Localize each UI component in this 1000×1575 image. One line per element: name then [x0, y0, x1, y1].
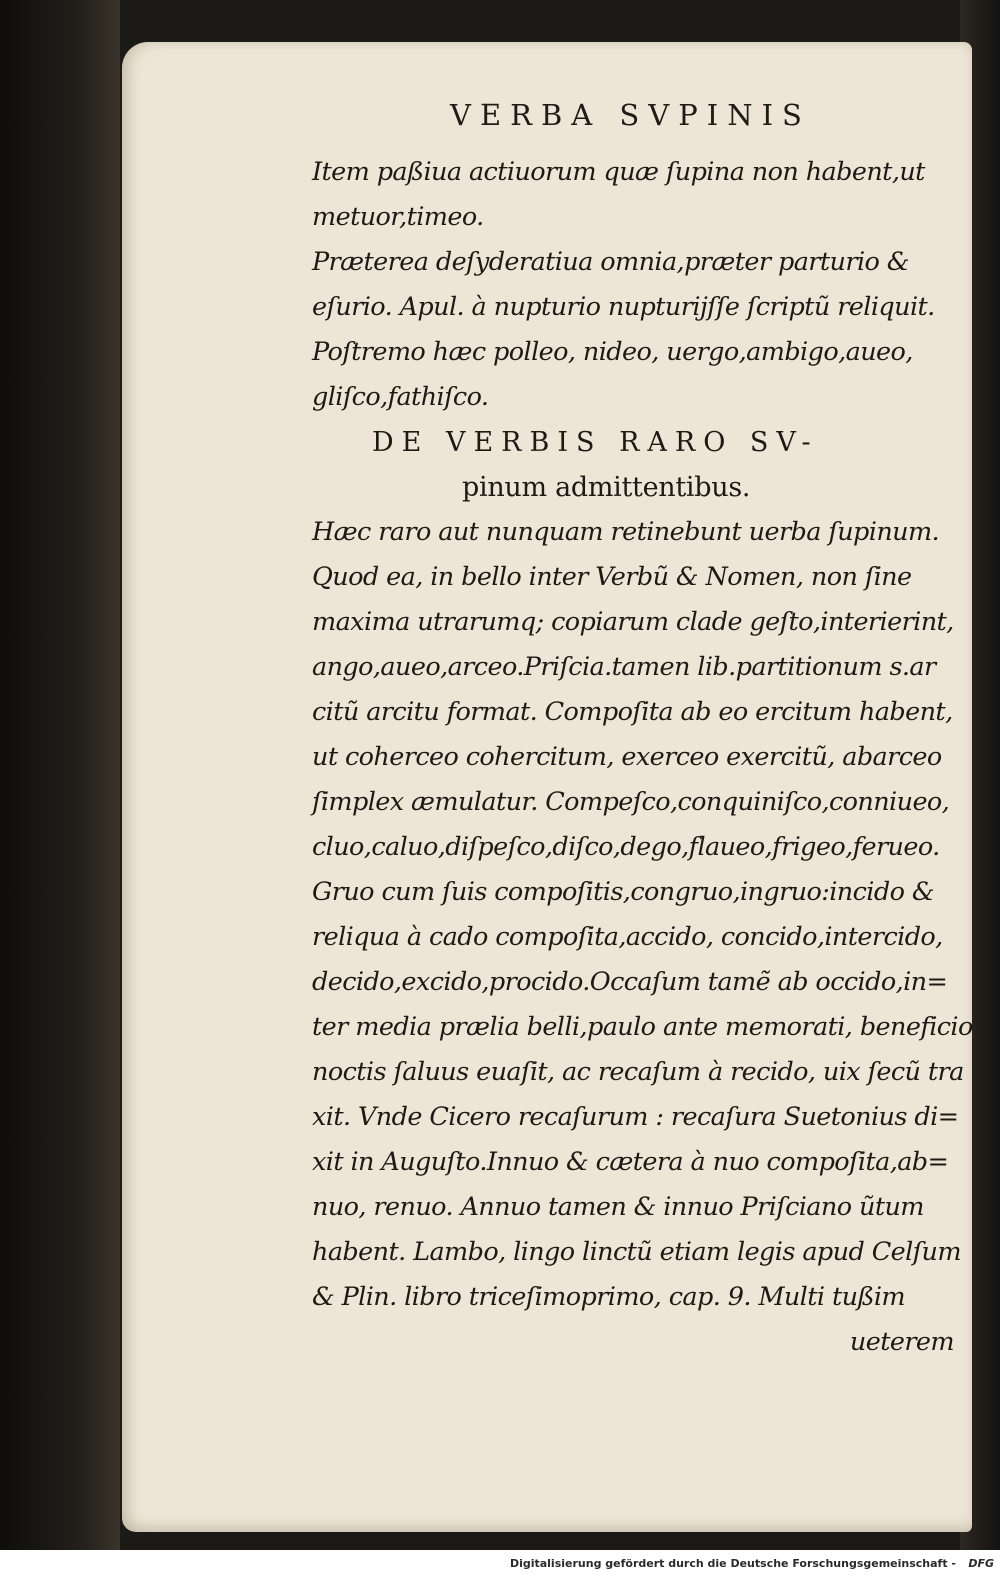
text-line: Præterea deſyderatiua omnia,præter parturio &: [312, 247, 909, 277]
section-heading: DE VERBIS RARO SV-: [372, 427, 819, 458]
text-line: eſurio. Apul. à nupturio nupturijſſe ſcriptũ reliquit.: [312, 292, 935, 322]
text-line: & Plin. libro triceſimoprimo, cap. 9. Multi tußim: [312, 1282, 905, 1312]
text-line: ſimplex æmulatur. Compeſco,conquiniſco,conniueo,: [312, 787, 950, 817]
text-line: cluo,caluo,diſpeſco,diſco,dego,flaueo,frigeo,ferueo.: [312, 832, 940, 862]
text-line: Gruo cum ſuis compoſitis,congruo,ingruo:incido &: [312, 877, 934, 907]
running-head: VERBA SVPINIS: [450, 98, 811, 132]
catchword: ueterem: [849, 1327, 954, 1357]
text-line: maxima utrarumq; copiarum clade geſto,interierint,: [312, 607, 954, 637]
text-line: Poſtremo hæc polleo, nideo, uergo,ambigo,aueo,: [312, 337, 913, 367]
text-line: ango,aueo,arceo.Priſcia.tamen lib.partitionum s.ar: [312, 652, 936, 682]
text-line: citũ arcitu format. Compoſita ab eo ercitum habent,: [312, 697, 953, 727]
text-line: gliſco,fathiſco.: [312, 382, 489, 412]
text-line: habent. Lambo, lingo linctũ etiam legis apud Celſum: [312, 1237, 961, 1267]
text-line: decido,excido,procido.Occaſum tamẽ ab occido,in=: [312, 967, 948, 997]
text-line: ter media prælia belli,paulo ante memorati, beneficio: [312, 1012, 973, 1042]
text-line: xit in Auguſto.Innuo & cætera à nuo compoſita,ab=: [312, 1147, 949, 1177]
text-line: reliqua à cado compoſita,accido, concido,intercido,: [312, 922, 943, 952]
text-line: noctis ſaluus euaſit, ac recaſum à recido, uix ſecũ tra: [312, 1057, 964, 1087]
text-line: Hæc raro aut nunquam retinebunt uerba ſupinum.: [312, 517, 940, 547]
text-line: xit. Vnde Cicero recaſurum : recaſura Suetonius di=: [312, 1102, 959, 1132]
text-line: Item paßiua actiuorum quæ ſupina non habent,ut: [312, 157, 925, 187]
page-text: [312, 150, 972, 1365]
digitization-footer: [0, 1550, 1000, 1575]
scan-border-left: [0, 0, 120, 1550]
text-line: ut coherceo cohercitum, exerceo exercitũ, abarceo: [312, 742, 942, 772]
text-line: nuo, renuo. Annuo tamen & innuo Priſciano ũtum: [312, 1192, 924, 1222]
text-line: metuor,timeo.: [312, 202, 484, 232]
text-line: Quod ea, in bello inter Verbũ & Nomen, non ſine: [312, 562, 912, 592]
section-heading-continuation: pinum admittentibus.: [462, 472, 751, 503]
funding-notice: Digitalisierung gefördert durch die Deutsche Forschungsgemeinschaft -: [509, 1557, 956, 1570]
dfg-logo-icon: DFG: [968, 1557, 994, 1570]
